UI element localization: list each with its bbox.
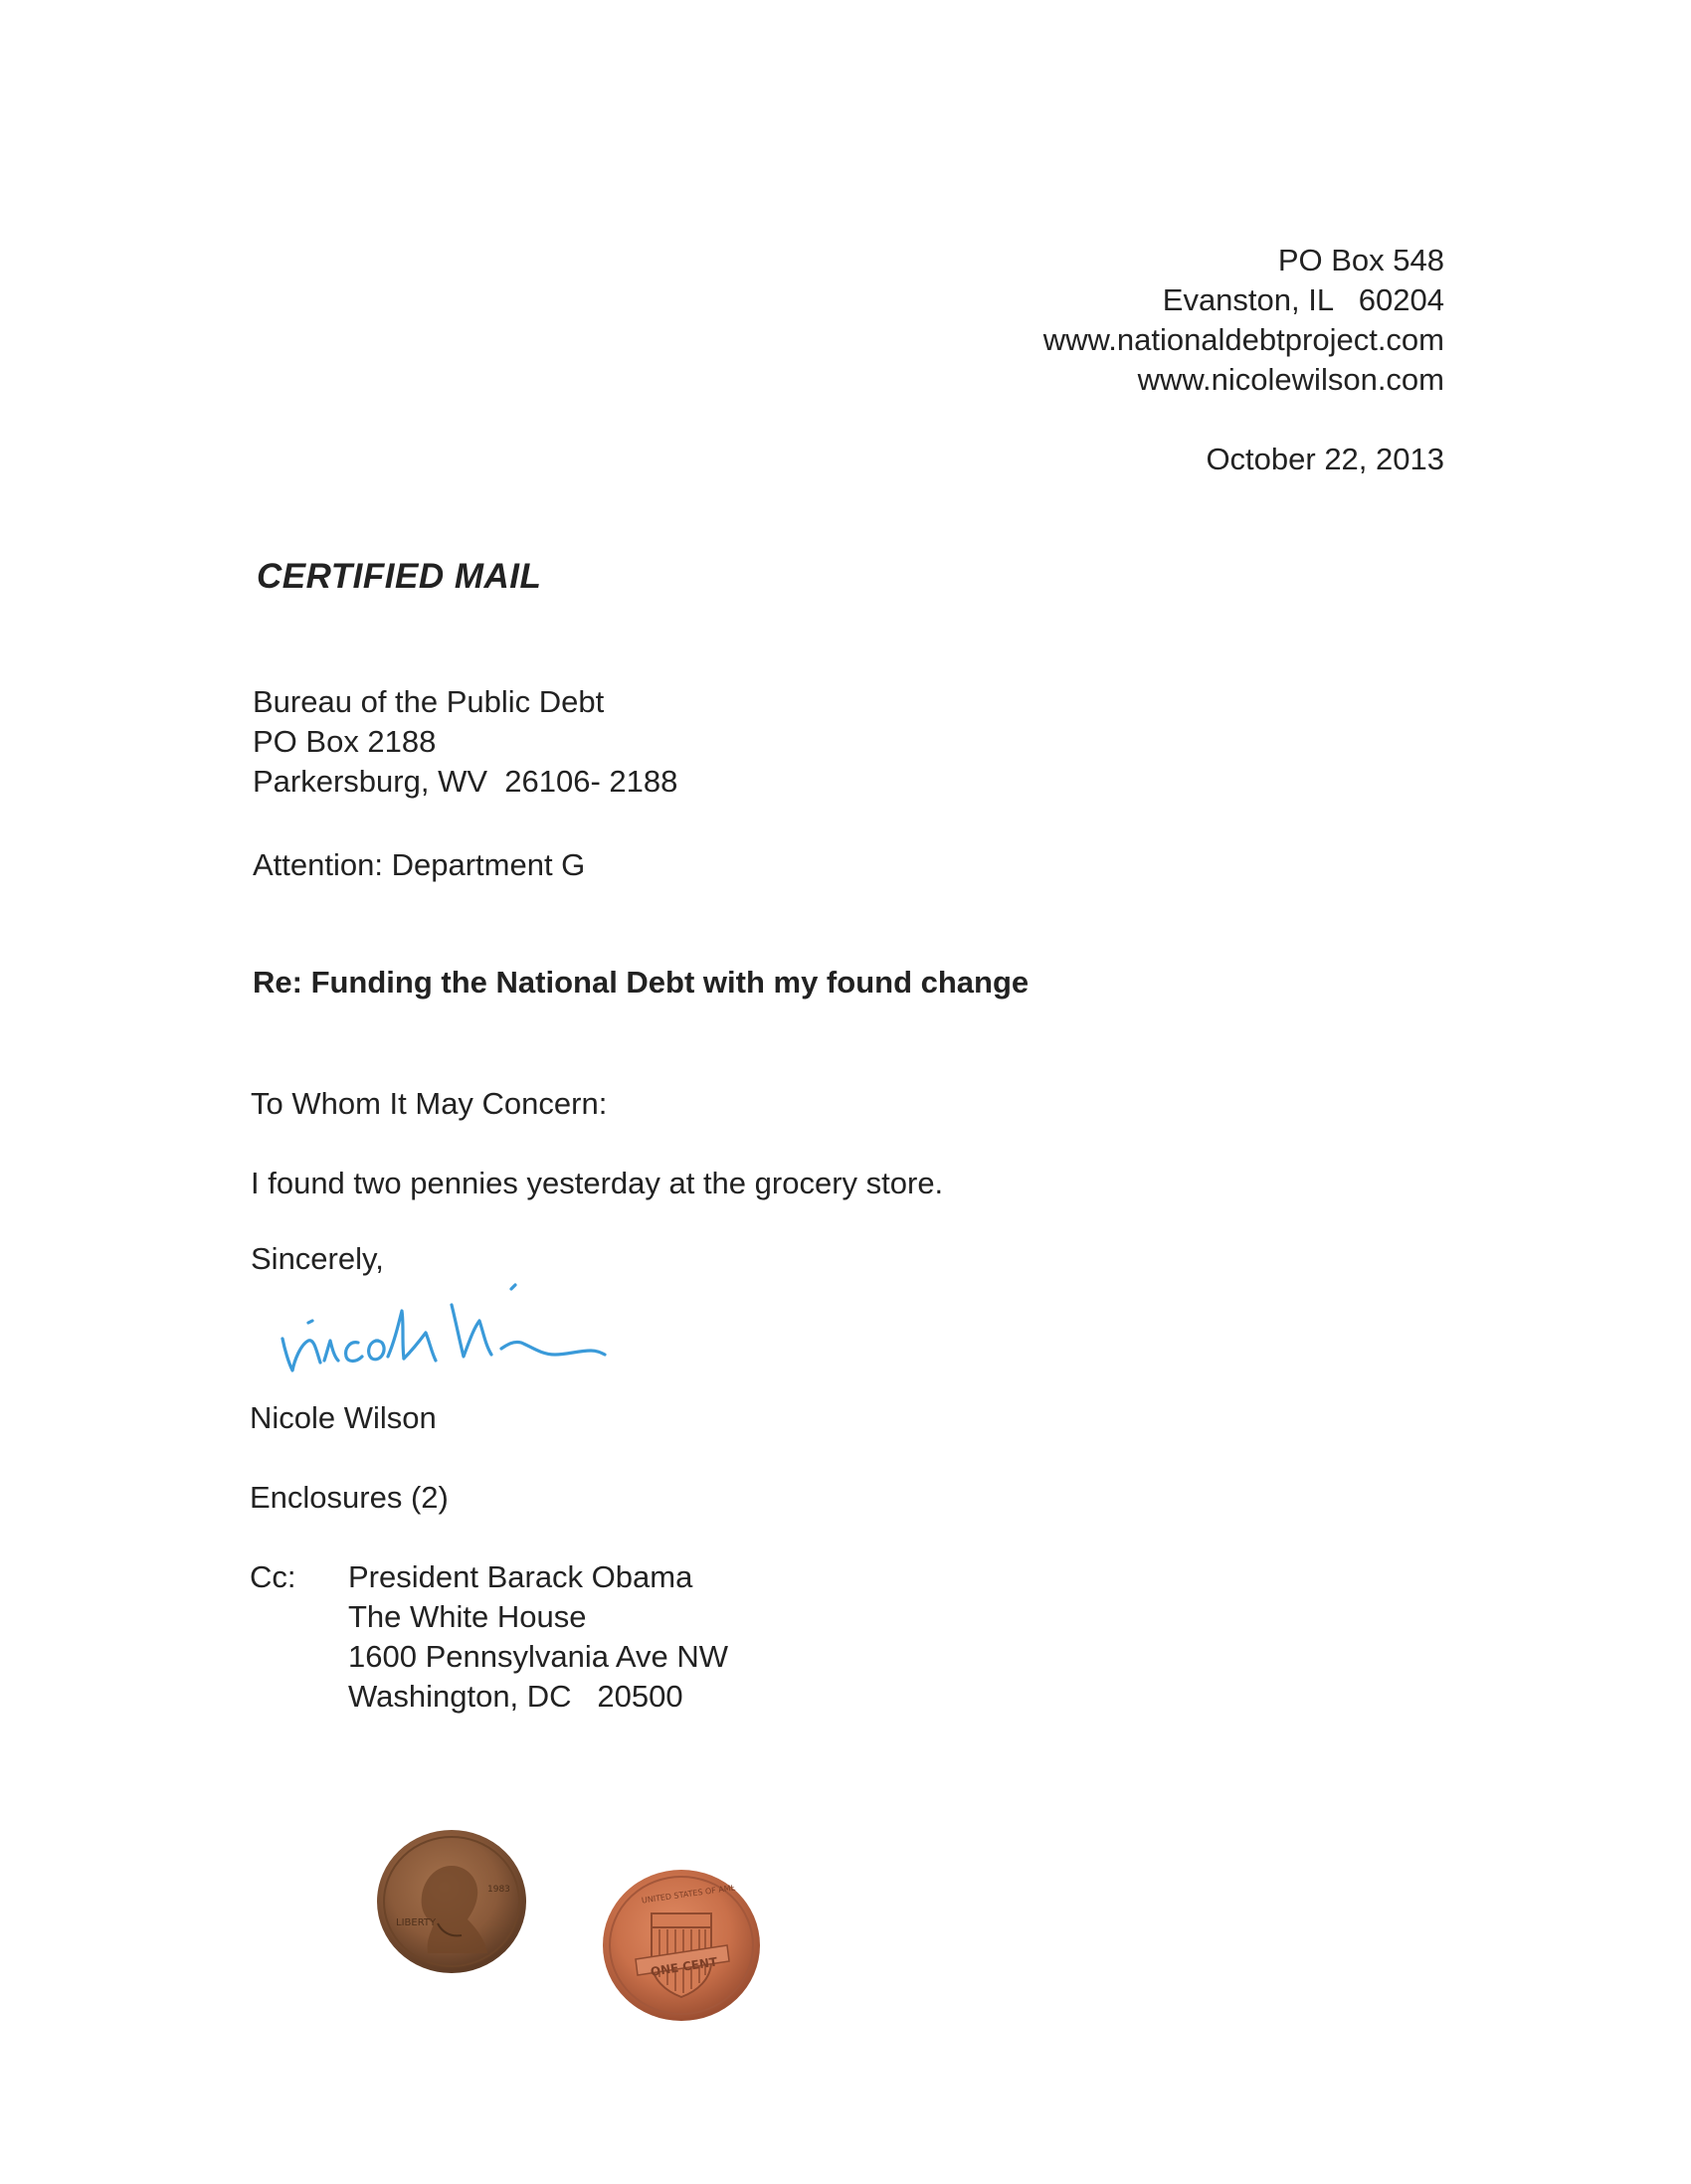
svg-text:LIBERTY: LIBERTY xyxy=(396,1917,437,1928)
subject-line: Re: Funding the National Debt with my found change xyxy=(253,965,1030,1000)
cc-label: Cc: xyxy=(250,1559,296,1594)
recipient-address-line1: PO Box 2188 xyxy=(253,724,437,759)
attention-line: Attention: Department G xyxy=(253,847,586,882)
sender-website2: www.nicolewilson.com xyxy=(1137,362,1444,397)
penny-tails-image xyxy=(602,1868,761,2022)
signer-name: Nicole Wilson xyxy=(250,1400,437,1435)
salutation: To Whom It May Concern: xyxy=(251,1086,608,1121)
sender-website1: www.nationaldebtproject.com xyxy=(1042,322,1444,357)
penny-heads-image xyxy=(376,1828,527,1975)
cc-line1: President Barack Obama xyxy=(348,1559,693,1594)
cc-line2: The White House xyxy=(348,1599,587,1634)
letter-date: October 22, 2013 xyxy=(1206,442,1444,476)
recipient-address-block xyxy=(253,682,677,802)
cc-address-block xyxy=(348,1557,728,1717)
svg-text:UNITED STATES OF AMERICA: UNITED STATES OF AMERICA xyxy=(641,1880,756,1906)
enclosures-line: Enclosures (2) xyxy=(250,1480,449,1515)
recipient-address-line2: Parkersburg, WV 26106- 2188 xyxy=(253,764,678,799)
cc-line4: Washington, DC 20500 xyxy=(348,1679,683,1714)
closing: Sincerely, xyxy=(251,1241,384,1276)
letter-body: I found two pennies yesterday at the grocery store. xyxy=(251,1166,944,1200)
recipient-name: Bureau of the Public Debt xyxy=(253,684,605,719)
sender-address-line2: Evanston, IL 60204 xyxy=(1162,282,1444,317)
signature-image xyxy=(271,1271,609,1380)
delivery-method: CERTIFIED MAIL xyxy=(257,557,542,596)
sender-address-block xyxy=(1043,241,1444,400)
svg-text:1983: 1983 xyxy=(487,1885,510,1895)
sender-address-line1: PO Box 548 xyxy=(1277,243,1444,277)
cc-line3: 1600 Pennsylvania Ave NW xyxy=(348,1639,728,1674)
svg-text:ONE CENT: ONE CENT xyxy=(649,1954,719,1979)
